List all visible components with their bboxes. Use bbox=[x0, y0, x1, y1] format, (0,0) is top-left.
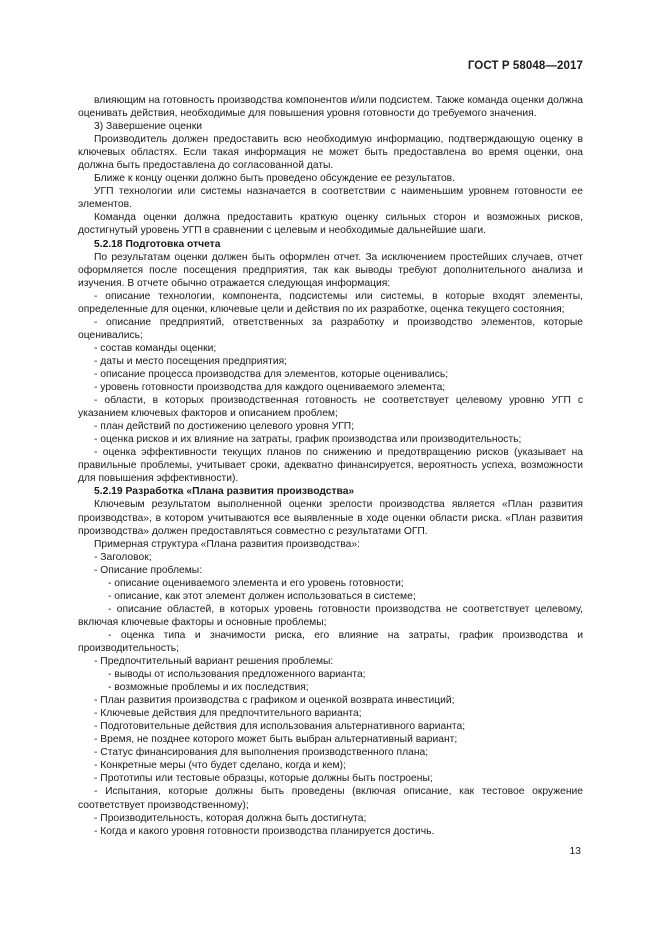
paragraph: - Когда и какого уровня готовности производства планируется достичь. bbox=[94, 825, 435, 837]
paragraph: - План развития производства с графиком и оценкой возврата инвестиций; bbox=[94, 695, 455, 707]
paragraph: - описание областей, в которых уровень готовности производства не соответствует целевому, включая ключевые факторы и основные проблемы; bbox=[78, 603, 583, 628]
paragraph: - Предпочтительный вариант решения проблемы: bbox=[94, 656, 334, 668]
paragraph: - оценка рисков и их влияние на затраты, график производства или производительность; bbox=[94, 434, 522, 446]
paragraph: Команда оценки должна предоставить краткую оценку сильных сторон и возможных рисков, достигнутый уровень УГП в сравнении с целевым и необходимые дальнейшие шаги. bbox=[78, 212, 583, 237]
paragraph: - выводы от использования предложенного варианта; bbox=[108, 669, 366, 681]
paragraph: Ключевым результатом выполненной оценки зрелости производства является «План развития производства», в котором учитываются все выявленные в ходе оценки области риска. «План развития производства» должен предоставляться совместно с результатами ОГП. bbox=[78, 499, 583, 537]
paragraph: - описание процесса производства для элементов, которые оценивались; bbox=[94, 368, 449, 380]
paragraph: Примерная структура «Плана развития производства»: bbox=[94, 538, 360, 550]
paragraph: Производитель должен предоставить всю необходимую информацию, подтверждающую оценку в ключевых областях. Если такая информация не может быть предоставлена во время оценки, она должна быть предоставлена до согласованной даты. bbox=[78, 134, 583, 172]
paragraph: - описание оцениваемого элемента и его уровень готовности; bbox=[108, 577, 404, 589]
paragraph: влияющим на готовность производства компонентов и/или подсистем. Также команда оценки должна оценивать действия, необходимые для повышения уровня готовности до требуемого значения. bbox=[78, 95, 583, 120]
paragraph: - Ключевые действия для предпочтительного варианта; bbox=[94, 708, 362, 720]
paragraph: - оценка эффективности текущих планов по снижению и предотвращению рисков (указывает на правильные проблемы, учитывает сроки, адекватно финансируется, вероятность успеха, возможности для повышения эффективности). bbox=[78, 447, 583, 485]
paragraph: - даты и место посещения предприятия; bbox=[94, 355, 288, 367]
paragraph: Ближе к концу оценки должно быть проведено обсуждение ее результатов. bbox=[94, 173, 455, 185]
paragraph: - возможные проблемы и их последствия; bbox=[108, 682, 309, 694]
paragraph: - области, в которых производственная готовность не соответствует целевому уровню УГП с указанием ключевых факторов и описанием проблем; bbox=[78, 395, 583, 420]
paragraph: По результатам оценки должен быть оформлен отчет. За исключением простейших случаев, отчет оформляется после посещения предприятия, так как выводы требуют дополнительного анализа и изучения. В отчете обычно отражается следующая информация: bbox=[78, 251, 583, 289]
paragraph: - Подготовительные действия для использования альтернативного варианта; bbox=[94, 721, 466, 733]
paragraph: - Производительность, которая должна быть достигнута; bbox=[94, 812, 367, 824]
paragraph: - Статус финансирования для выполнения производственного плана; bbox=[94, 747, 429, 759]
document-body bbox=[78, 94, 583, 838]
section-heading: 5.2.18 Подготовка отчета bbox=[94, 238, 221, 250]
paragraph: - план действий по достижению целевого уровня УГП; bbox=[94, 421, 355, 433]
paragraph: - состав команды оценки; bbox=[94, 342, 217, 354]
paragraph: УГП технологии или системы назначается в соответствии с наименьшим уровнем готовности ее элементов. bbox=[78, 186, 583, 211]
paragraph: - Время, не позднее которого может быть выбран альтернативный вариант; bbox=[94, 734, 458, 746]
paragraph: - оценка типа и значимости риска, его влияние на затраты, график производства и производительность; bbox=[78, 629, 583, 654]
page-number: 13 bbox=[569, 846, 581, 857]
paragraph: 3) Завершение оценки bbox=[94, 121, 202, 133]
paragraph: - Конкретные меры (что будет сделано, когда и кем); bbox=[94, 760, 346, 772]
paragraph: - описание технологии, компонента, подсистемы или системы, в которые входят элементы, определенные для оценки, ключевые цели и действия по их разработке, оценка текущего состояния; bbox=[78, 290, 583, 315]
paragraph: - описание предприятий, ответственных за разработку и производство элементов, которые оценивались; bbox=[78, 316, 583, 341]
paragraph: - Заголовок; bbox=[94, 551, 152, 563]
paragraph: - Описание проблемы: bbox=[94, 564, 203, 576]
paragraph: - описание, как этот элемент должен использоваться в системе; bbox=[108, 590, 416, 602]
document-header: ГОСТ Р 58048—2017 bbox=[467, 60, 583, 72]
section-heading: 5.2.19 Разработка «Плана развития производства» bbox=[94, 486, 355, 498]
paragraph: - Испытания, которые должны быть проведены (включая описание, как тестовое окружение соответствует производственному); bbox=[78, 786, 583, 811]
paragraph: - Прототипы или тестовые образцы, которые должны быть построены; bbox=[94, 773, 433, 785]
paragraph: - уровень готовности производства для каждого оцениваемого элемента; bbox=[94, 382, 446, 394]
